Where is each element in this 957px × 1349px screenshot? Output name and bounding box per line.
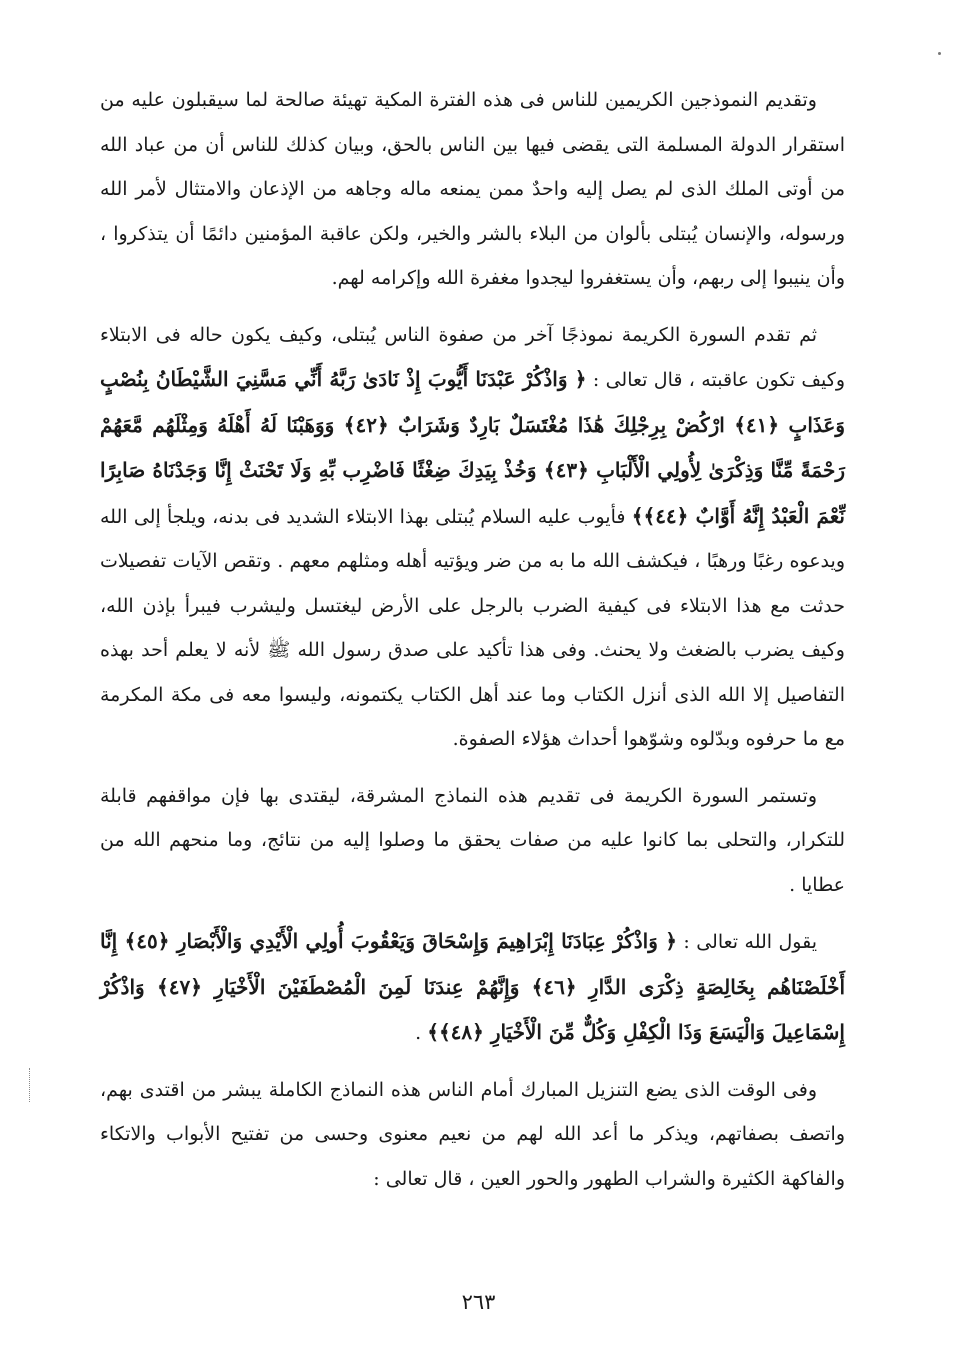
page-number: ٢٦٣ [461,1290,496,1314]
paragraph-text: . [415,1022,428,1044]
quran-verse: ﴿ وَاذْكُرْ عِبَادَنَا إِبْرَاهِيمَ وَإِسْحَاقَ وَيَعْقُوبَ أُولِي الْأَيْدِي وَالْأَبْصَارِ ﴿٤٥﴾ إِنَّا أَخْلَصْنَاهُم بِخَالِصَةٍ ذِكْرَى الدَّارِ ﴿٤٦﴾ وَإِنَّهُمْ عِندَنَا لَمِنَ الْمُصْطَفَيْنَ الْأَخْيَارِ ﴿٤٧﴾ وَاذْكُرْ إِسْمَاعِيلَ وَالْيَسَعَ وَذَا الْكِفْلِ وَكُلٌّ مِّنَ الْأَخْيَارِ ﴿٤٨﴾﴾ [100,929,846,1044]
paragraph-text: وتقديم النموذجين الكريمين للناس فى هذه الفترة المكية تهيئة صالحة لما سيقبلون عليه من استقرار الدولة المسلمة التى يقضى فيها بين الناس بالحق، وبيان كذلك للناس أن من عباد الله من أوتى الملك الذى لم يصل إليه واحدٌ ممن يمنعه ماله وجاهه من الإذعان والامتثال لأمر الله ورسوله، والإنسان يُبتلى بألوان من البلاء بالشر والخير، ولكن عاقبة المؤمنين دائمًا أن يتذكروا ، وأن ينيبوا إلى ربهم، وأن يستغفروا ليجدوا مغفرة الله وإكرامه لهم. [100,89,845,289]
paragraph-4 [100,919,845,1056]
quran-verse: ﴿ وَاذْكُرْ عَبْدَنَا أَيُّوبَ إِذْ نَادَىٰ رَبَّهُ أَنِّي مَسَّنِيَ الشَّيْطَانُ بِنُصْبٍ وَعَذَابٍ ﴿٤١﴾ ارْكُضْ بِرِجْلِكَ هَٰذَا مُغْتَسَلٌ بَارِدٌ وَشَرَابٌ ﴿٤٢﴾ وَوَهَبْنَا لَهُ أَهْلَهُ وَمِثْلَهُم مَّعَهُمْ رَحْمَةً مِّنَّا وَذِكْرَىٰ لِأُولِي الْأَلْبَابِ ﴿٤٣﴾ وَخُذْ بِيَدِكَ ضِغْثًا فَاضْرِب بِّهِ وَلَا تَحْنَثْ إِنَّا وَجَدْنَاهُ صَابِرًا نِّعْمَ الْعَبْدُ إِنَّهُ أَوَّابٌ ﴿٤٤﴾﴾ [100,367,845,528]
paragraph-5 [100,1068,845,1202]
paragraph-3 [100,774,845,908]
margin-speck [938,52,941,55]
page-body [100,78,845,1213]
paragraph-text: يقول الله تعالى : [676,931,818,953]
paragraph-1 [100,78,845,301]
paragraph-text: وتستمر السورة الكريمة فى تقديم هذه النماذج المشرقة، ليقتدى بها فإن مواقفهم قابلة للتكرار، والتحلى بما كانوا عليه من صفات يحقق ما وصلوا إليه من نتائج، وما منحهم الله من عطايا . [100,784,845,896]
paragraph-text: فأيوب عليه السلام يُبتلى بهذا الابتلاء الشديد فى بدنه، ويلجأ إلى الله ويدعوه رغبًا ورهبًا ، فيكشف الله ما به من ضر ويؤتيه أهله ومثلهم معهم . وتقص الآيات تفصيلات حدثت مع هذا الابتلاء فى كيفية الضرب بالرجل على الأرض ليغتسل وليشرب فيبرأ بإذن الله، وكيف يضرب بالضغث ولا يحنث. وفى هذا تأكيد على صدق رسول الله ﷺ لأنه لا يعلم أحد بهذه التفاصيل إلا الله الذى أنزل الكتاب وما عند أهل الكتاب يكتمونه، وليسوا معه فى مكة المكرمة مع ما حرفوه وبدّلوه وشوّهوا أحداث هؤلاء الصفوة. [100,505,845,750]
paragraph-text: ثم تقدم السورة الكريمة نموذجًا آخر من صفوة الناس يُبتلى، وكيف يكون حاله فى الابتلاء وكيف تكون عاقبته ، قال تعالى : [100,323,846,391]
margin-line [29,1068,31,1102]
paragraph-text: وفى الوقت الذى يضع التنزيل المبارك أمام الناس هذه النماذج الكاملة يبشر من اقتدى بهم، واتصف بصفاتهم، ويذكر ما أعد الله لهم من نعيم معنوى وحسى من تفتيح الأبواب والاتكاء والفاكهة الكثيرة والشراب الطهور والحور العين ، قال تعالى : [100,1078,845,1190]
paragraph-2 [100,313,845,762]
